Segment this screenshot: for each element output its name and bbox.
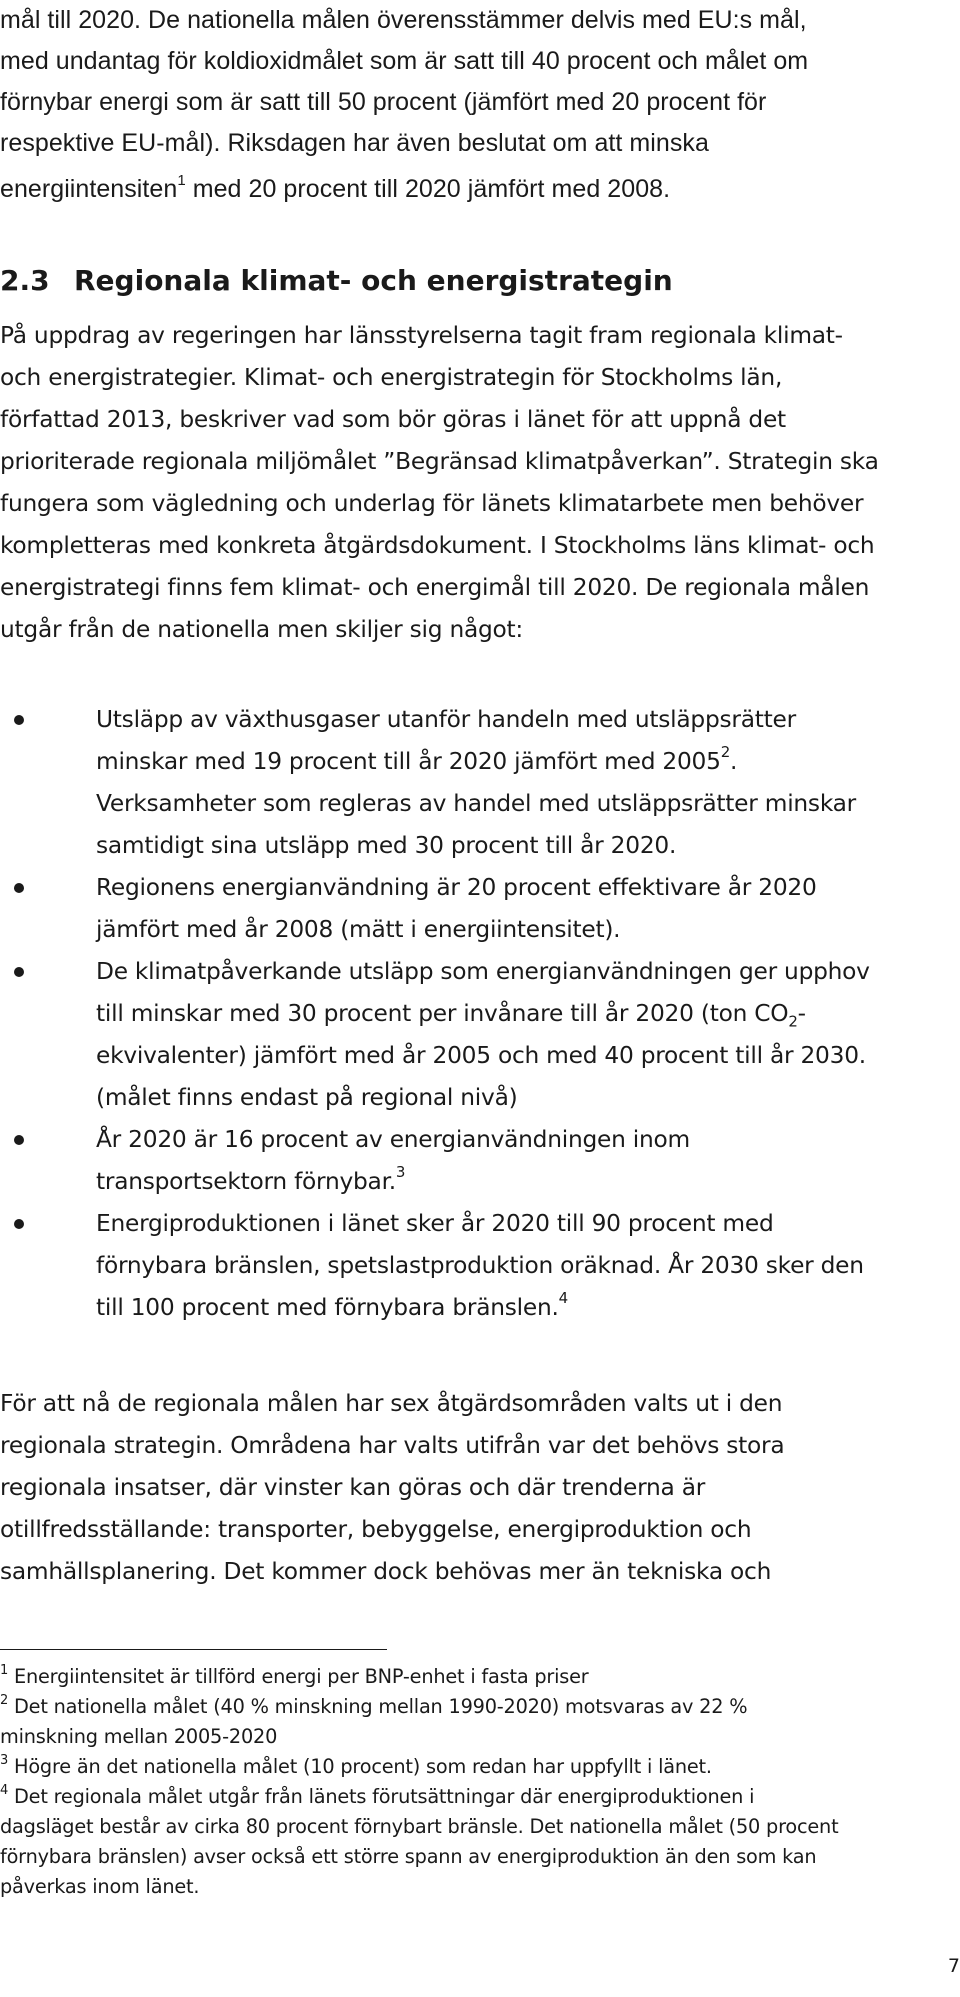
- text-line: Regionens energianvändning är 20 procent effektivare år 2020: [96, 874, 817, 901]
- text-line: [0, 1782, 838, 1812]
- text-line: fungera som vägledning och underlag för länets klimatarbete men behöver: [0, 490, 864, 517]
- text-line: År 2020 är 16 procent av energianvändningen inom: [96, 1126, 690, 1153]
- footnote-3: [0, 1752, 838, 1782]
- list-item: [0, 1203, 960, 1329]
- text-line: prioriterade regionala miljömålet ”Begränsad klimatpåverkan”. Strategin ska: [0, 448, 879, 475]
- page-number: 7: [947, 1955, 960, 1977]
- text-line: mål till 2020. De nationella målen överensstämmer delvis med EU:s mål,: [0, 6, 807, 34]
- text-line: respektive EU-mål). Riksdagen har även beslutat om att minska: [0, 129, 709, 157]
- footnote-ref[interactable]: 4: [558, 1289, 568, 1308]
- text-fragment: minskar med 19 procent till år 2020 jämfört med 2005: [96, 748, 721, 775]
- footnote-mark: 3: [0, 1752, 9, 1768]
- text-line: förnybara bränslen) avser också ett större spann av energiproduktion än den som kan: [0, 1845, 817, 1868]
- text-fragment: transportsektorn förnybar.: [96, 1168, 396, 1195]
- text-line: jämfört med år 2008 (mätt i energiintensitet).: [96, 916, 621, 943]
- subscript: 2: [788, 1012, 798, 1031]
- footnote-ref[interactable]: 1: [177, 171, 186, 189]
- list-item: [0, 1119, 960, 1203]
- text-fragment: .: [729, 748, 738, 775]
- footnote-text: Det regionala målet utgår från länets förutsättningar där energiproduktionen i: [14, 1785, 755, 1808]
- footnote-2: [0, 1692, 838, 1752]
- text-line: [96, 993, 960, 1035]
- text-line: (målet finns endast på regional nivå): [96, 1084, 518, 1111]
- bullet-icon: [14, 1135, 24, 1145]
- text-line: Energiproduktionen i länet sker år 2020 till 90 procent med: [96, 1210, 774, 1237]
- footnote-1: [0, 1662, 838, 1692]
- body-paragraph: [0, 315, 879, 651]
- text-line: utgår från de nationella men skiljer sig något:: [0, 616, 524, 643]
- list-item: [0, 951, 960, 1119]
- text-line: regionala insatser, där vinster kan göras och där trenderna är: [0, 1474, 706, 1501]
- text-line: med undantag för koldioxidmålet som är satt till 40 procent och målet om: [0, 47, 809, 75]
- text-fragment: -: [797, 1000, 806, 1027]
- text-line: dagsläget består av cirka 80 procent förnybart bränsle. Det nationella målet (50 procent: [0, 1815, 839, 1838]
- text-fragment: energiintensiten: [0, 175, 178, 203]
- text-line: [96, 741, 960, 783]
- closing-paragraph: [0, 1383, 784, 1593]
- footnotes: [0, 1662, 838, 1902]
- footnote-4: [0, 1782, 838, 1902]
- text-line: Utsläpp av växthusgaser utanför handeln med utsläppsrätter: [96, 706, 796, 733]
- text-line: [0, 1692, 838, 1722]
- text-line: otillfredsställande: transporter, bebyggelse, energiproduktion och: [0, 1516, 752, 1543]
- text-fragment: till minskar med 30 procent per invånare till år 2020 (ton CO: [96, 1000, 789, 1027]
- section-heading: [0, 263, 673, 299]
- list-item: [0, 867, 960, 951]
- footnote-text: Det nationella målet (40 % minskning mellan 1990-2020) motsvaras av 22 %: [14, 1695, 748, 1718]
- footnote-mark: 4: [0, 1782, 9, 1798]
- text-line: [0, 1662, 838, 1692]
- footnote-ref[interactable]: 2: [720, 743, 730, 762]
- text-line: kompletteras med konkreta åtgärdsdokument. I Stockholms läns klimat- och: [0, 532, 875, 559]
- footnote-mark: 1: [0, 1662, 9, 1678]
- intro-paragraph: [0, 0, 960, 210]
- footnote-text: Högre än det nationella målet (10 procent) som redan har uppfyllt i länet.: [14, 1755, 712, 1778]
- list-item: [0, 699, 960, 867]
- text-line: förnybar energi som är satt till 50 procent (jämfört med 20 procent för: [0, 88, 767, 116]
- text-line: förnybara bränslen, spetslastproduktion oräknad. År 2030 sker den: [96, 1252, 864, 1279]
- bullet-icon: [14, 883, 24, 893]
- text-line: De klimatpåverkande utsläpp som energianvändningen ger upphov: [96, 958, 870, 985]
- bullet-icon: [14, 1219, 24, 1229]
- text-line: ekvivalenter) jämfört med år 2005 och med 40 procent till år 2030.: [96, 1042, 866, 1069]
- text-line: samhällsplanering. Det kommer dock behövas mer än tekniska och: [0, 1558, 772, 1585]
- text-line: minskning mellan 2005-2020: [0, 1725, 278, 1748]
- footnote-text: Energiintensitet är tillförd energi per BNP-enhet i fasta priser: [14, 1665, 589, 1688]
- footnote-ref[interactable]: 3: [395, 1163, 406, 1182]
- section-title: Regionala klimat- och energistrategin: [74, 264, 673, 297]
- text-line: energistrategi finns fem klimat- och energimål till 2020. De regionala målen: [0, 574, 870, 601]
- goals-list: [0, 699, 960, 1329]
- footnote-mark: 2: [0, 1692, 9, 1708]
- text-line: [0, 1752, 838, 1782]
- text-line: regionala strategin. Områdena har valts utifrån var det behövs stora: [0, 1432, 785, 1459]
- bullet-icon: [14, 967, 24, 977]
- text-line: samtidigt sina utsläpp med 30 procent till år 2020.: [96, 832, 677, 859]
- bullet-icon: [14, 715, 24, 725]
- section-number: 2.3: [0, 264, 50, 297]
- text-line: För att nå de regionala målen har sex åtgärdsområden valts ut i den: [0, 1390, 783, 1417]
- text-line: [0, 169, 960, 210]
- text-line: [96, 1287, 960, 1329]
- text-line: På uppdrag av regeringen har länsstyrelserna tagit fram regionala klimat-: [0, 322, 843, 349]
- text-line: Verksamheter som regleras av handel med utsläppsrätter minskar: [96, 790, 857, 817]
- text-line: författad 2013, beskriver vad som bör göras i länet för att uppnå det: [0, 406, 786, 433]
- text-line: påverkas inom länet.: [0, 1875, 200, 1898]
- text-fragment: till 100 procent med förnybara bränslen.: [96, 1294, 559, 1321]
- text-line: [96, 1161, 960, 1203]
- text-line: och energistrategier. Klimat- och energistrategin för Stockholms län,: [0, 364, 783, 391]
- footnote-separator: [0, 1649, 387, 1650]
- text-fragment: med 20 procent till 2020 jämfört med 2008.: [185, 175, 671, 203]
